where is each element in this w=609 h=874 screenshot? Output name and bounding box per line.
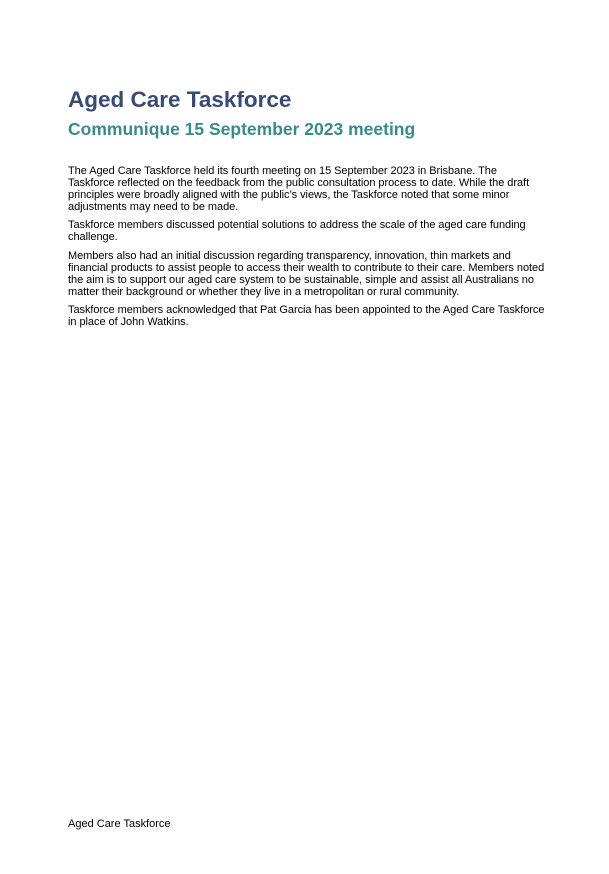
paragraph-meeting-summary: The Aged Care Taskforce held its fourth meeting on 15 September 2023 in Brisbane. The Taskforce reflected on the feedback from the public consultation process to date. While the draft principles were broadly aligned with the public’s views, the Taskforce noted that some minor adjustments may need to be made. bbox=[68, 165, 530, 214]
paragraph-discussion: Members also had an initial discussion regarding transparency, innovation, thin markets and financial products to assist people to access their wealth to contribute to their care. Members noted the aim is to support our aged care system to be sustainable, simple and assist all Australians no matter their background or whether they live in a metropolitan or rural community. bbox=[68, 249, 545, 298]
document-page bbox=[68, 86, 546, 334]
page-title: Aged Care Taskforce bbox=[68, 87, 292, 112]
paragraph-funding-challenge: Taskforce members discussed potential solutions to address the scale of the aged care funding challenge. bbox=[68, 219, 526, 244]
page-subtitle: Communique 15 September 2023 meeting bbox=[68, 119, 416, 139]
paragraph-appointment: Taskforce members acknowledged that Pat Garcia has been appointed to the Aged Care Taskforce in place of John Watkins. bbox=[68, 303, 545, 329]
body-text bbox=[68, 165, 546, 328]
page-footer: Aged Care Taskforce bbox=[68, 818, 171, 830]
